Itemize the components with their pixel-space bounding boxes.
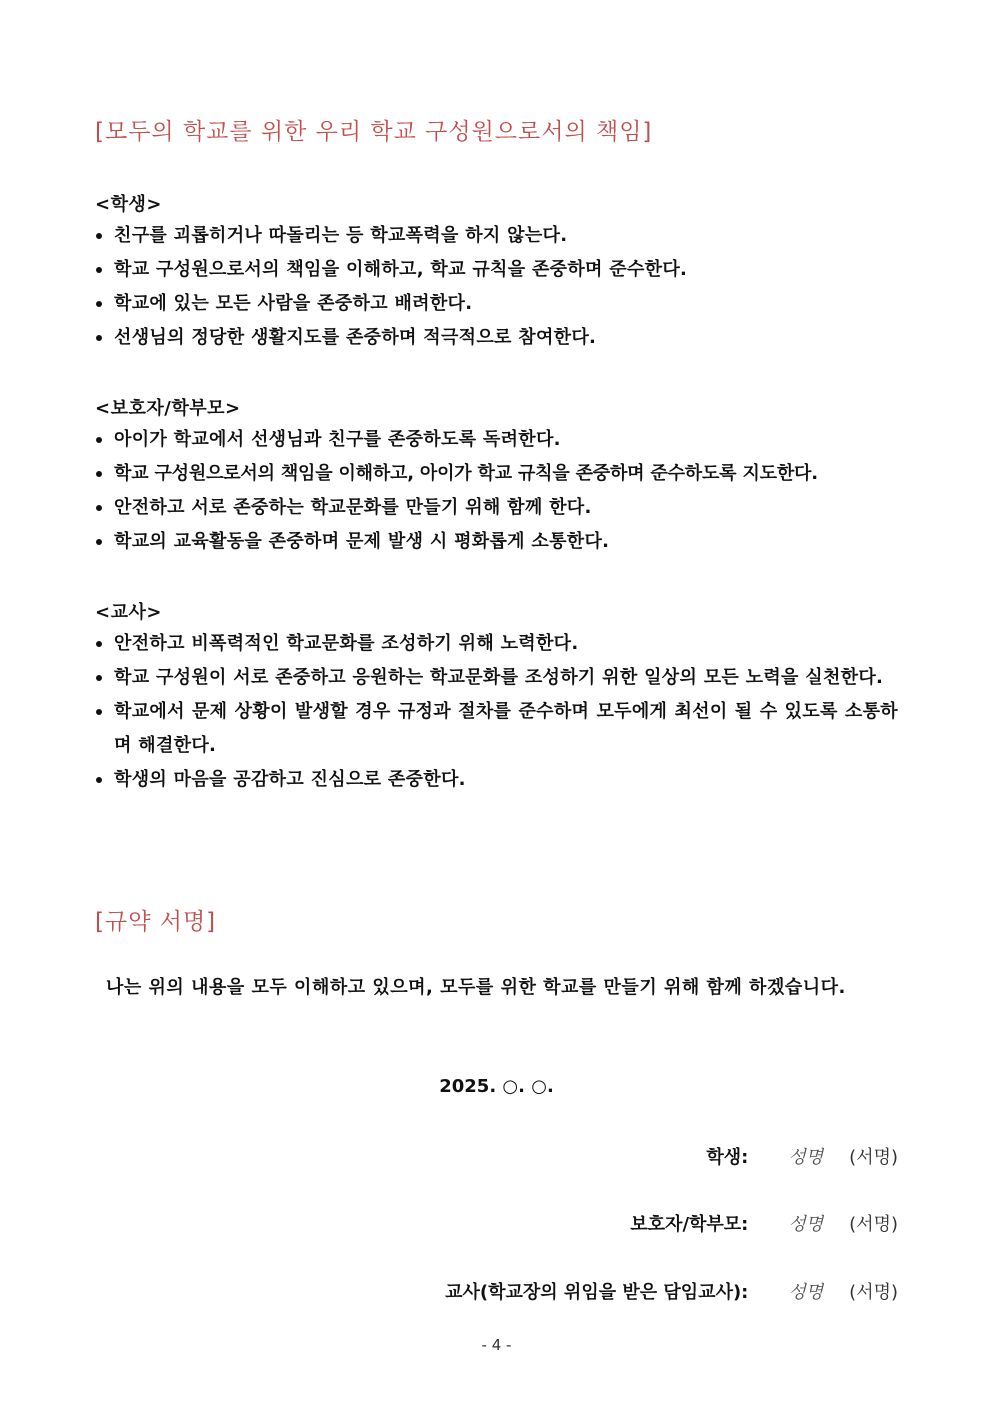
list-item: 학교에 있는 모든 사람을 존중하고 배려한다.: [95, 287, 898, 321]
responsibility-heading: [모두의 학교를 위한 우리 학교 구성원으로서의 책임]: [95, 119, 653, 145]
list-item: 학교의 교육활동을 존중하며 문제 발생 시 평화롭게 소통한다.: [95, 525, 898, 559]
list-item: 학교에서 문제 상황이 발생할 경우 규정과 절차를 준수하며 모두에게 최선이 될 수 있도록 소통하며 해결한다.: [95, 695, 898, 763]
pledge-text: 나는 위의 내용을 모두 이해하고 있으며, 모두를 위한 학교를 만들기 위해 함께 하겠습니다.: [106, 977, 846, 998]
student-responsibilities-list: [95, 219, 898, 355]
page-number: - 4 -: [481, 1336, 512, 1354]
signature-date: 2025. ○. ○.: [439, 1076, 554, 1097]
signature-mark: (서명): [849, 1282, 898, 1303]
signature-mark: (서명): [849, 1147, 898, 1168]
list-item: 학생의 마음을 공감하고 진심으로 존중한다.: [95, 763, 898, 797]
list-item: 친구를 괴롭히거나 따돌리는 등 학교폭력을 하지 않는다.: [95, 219, 898, 253]
guardian-responsibilities-list: [95, 423, 898, 559]
group-label-guardian: <보호자/학부모>: [95, 398, 241, 419]
signature-row-student: [706, 1143, 898, 1169]
group-label-teacher: <교사>: [95, 602, 162, 623]
list-item: 학교 구성원이 서로 존중하고 응원하는 학교문화를 조성하기 위한 일상의 모든 노력을 실천한다.: [95, 661, 898, 695]
list-item: 선생님의 정당한 생활지도를 존중하며 적극적으로 참여한다.: [95, 321, 898, 355]
list-item: 안전하고 서로 존중하는 학교문화를 만들기 위해 함께 한다.: [95, 491, 898, 525]
signer-role: 학생:: [706, 1147, 749, 1168]
list-item: 안전하고 비폭력적인 학교문화를 조성하기 위해 노력한다.: [95, 627, 898, 661]
list-item: 학교 구성원으로서의 책임을 이해하고, 아이가 학교 규칙을 존중하며 준수하도록 지도한다.: [95, 457, 898, 491]
signature-row-guardian: [630, 1210, 898, 1236]
signature-mark: (서명): [849, 1214, 898, 1235]
document-page: [95, 0, 898, 1403]
list-item: 학교 구성원으로서의 책임을 이해하고, 학교 규칙을 존중하며 준수한다.: [95, 253, 898, 287]
signer-name-field[interactable]: 성명: [788, 1147, 824, 1168]
signature-heading: [규약 서명]: [95, 909, 217, 935]
group-label-student: <학생>: [95, 194, 162, 215]
list-item: 아이가 학교에서 선생님과 친구를 존중하도록 독려한다.: [95, 423, 898, 457]
teacher-responsibilities-list: [95, 627, 898, 797]
signature-row-teacher: [445, 1278, 898, 1304]
signer-name-field[interactable]: 성명: [788, 1282, 824, 1303]
signer-role: 보호자/학부모:: [630, 1214, 749, 1235]
signer-name-field[interactable]: 성명: [788, 1214, 824, 1235]
signer-role: 교사(학교장의 위임을 받은 담임교사):: [445, 1282, 749, 1303]
